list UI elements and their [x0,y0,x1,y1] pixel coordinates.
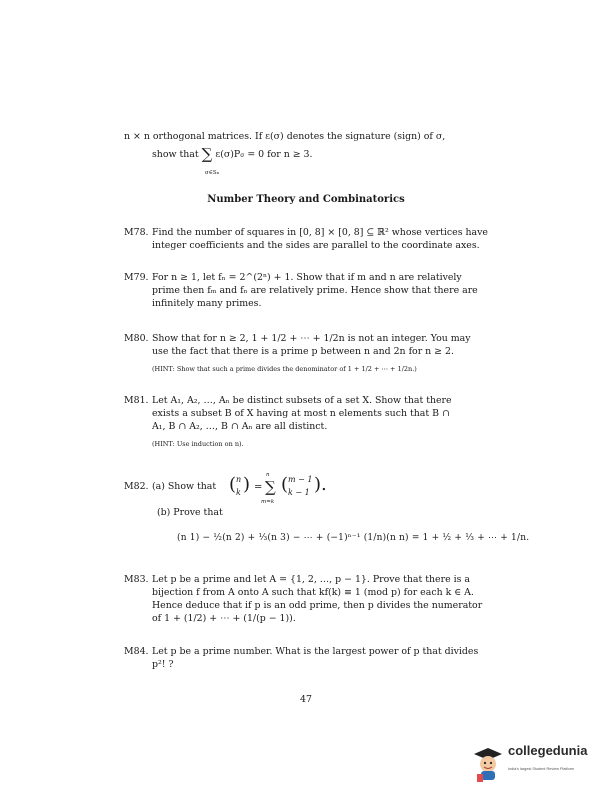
problem-m83 [124,573,488,625]
m82-part-a-formula [228,468,348,508]
problem-m81 [124,394,488,451]
m79-label: M79. [124,272,149,283]
equals: = [254,482,263,493]
m81-hint: (HINT: Use induction on n). [152,440,244,448]
m83-label: M83. [124,574,149,585]
intro-sum-term: ε(σ)P [215,149,241,160]
m80-label: M80. [124,333,149,344]
paren-right: ) [243,474,251,495]
problem-m79 [124,271,488,310]
sum-sign: ∑ [265,478,276,496]
m82-part-b-formula: (n 1) − ½(n 2) + ⅓(n 3) − ⋯ + (−1)ⁿ⁻¹ (1/n)(n n) = 1 + ½ + ⅓ + ⋯ + 1/n. [177,533,530,543]
problem-m78 [124,226,488,252]
mascot-icon [470,744,506,784]
logo-tagline: India's largest Student Review Platform [508,767,575,771]
intro-line-2-post: = 0 for n ≥ 3. [244,149,313,160]
intro-line-2-pre: show that [152,149,199,160]
m82-part-b-text: (b) Prove that [157,507,223,518]
m79-line-3: infinitely many primes. [152,298,262,309]
problem-m84 [124,645,488,671]
m83-line-1: Let p be a prime and let A = {1, 2, …, p − 1}. Prove that there is a [152,574,470,585]
m80-line-2: use the fact that there is a prime p between n and 2n for n ≥ 2. [152,346,454,357]
paren-left: ( [229,474,237,495]
section-title: Number Theory and Combinatorics [207,194,405,205]
m81-label: M81. [124,395,149,406]
intro-line-1: n × n orthogonal matrices. If ε(σ) denotes the signature (sign) of σ, [124,131,446,142]
sum-symbol: ∑ [201,145,213,163]
binom-bottom: k − 1 [288,488,310,497]
m79-line-1: For n ≥ 1, let fₙ = 2^(2ⁿ) + 1. Show that if m and n are relatively [152,272,462,283]
intro-line-2 [152,146,516,162]
m78-label: M78. [124,227,149,238]
collegedunia-logo [470,744,610,786]
paren-left-2: ( [281,474,289,495]
logo-name: collegedunia [508,743,588,758]
page-number: 47 [300,694,312,705]
m78-line-2: integer coefficients and the sides are parallel to the coordinate axes. [152,240,480,251]
problem-m80 [124,332,488,376]
m84-line-2: p²! ? [152,659,174,670]
binom-n: n [236,475,242,484]
paren-right-2: ). [314,474,327,495]
m81-line-2: exists a subset B of X having at most n elements such that B ∩ [152,408,450,419]
sum-top: n [266,472,270,478]
m78-line-1: Find the number of squares in [0, 8] × [0, 8] ⊆ ℝ² whose vertices have [152,227,488,238]
m81-line-3: A₁, B ∩ A₂, …, B ∩ Aₙ are all distinct. [152,421,328,432]
m84-line-1: Let p be a prime number. What is the largest power of p that divides [152,646,479,657]
binom-k: k [236,488,241,497]
m82-part-b [157,506,521,519]
m83-line-3: Hence deduce that if p is an odd prime, then p divides the numerator [152,600,483,611]
m84-label: M84. [124,646,149,657]
m80-line-1: Show that for n ≥ 2, 1 + 1/2 + ⋯ + 1/2n is not an integer. You may [152,333,471,344]
m80-hint: (HINT: Show that such a prime divides the denominator of 1 + 1/2 + ⋯ + 1/2n.) [152,365,417,373]
m82-part-a: (a) Show that [152,481,217,492]
m82-label: M82. [124,481,149,492]
m81-line-1: Let A₁, A₂, …, Aₙ be distinct subsets of a set X. Show that there [152,395,452,406]
intro-sum-lower: σ∈Sn [205,170,220,176]
sum-bottom: m=k [261,499,275,505]
intro-block [124,130,488,143]
intro-sum-subscript: σ [240,152,245,159]
m79-line-2: prime then fₘ and fₙ are relatively prime. Hence show that there are [152,285,478,296]
m83-line-2: bijection f from A onto A such that kf(k) ≡ 1 (mod p) for each k ∈ A. [152,587,474,598]
m83-line-4: of 1 + (1/2) + ⋯ + (1/(p − 1)). [152,613,296,624]
binom-top: m − 1 [288,475,313,484]
